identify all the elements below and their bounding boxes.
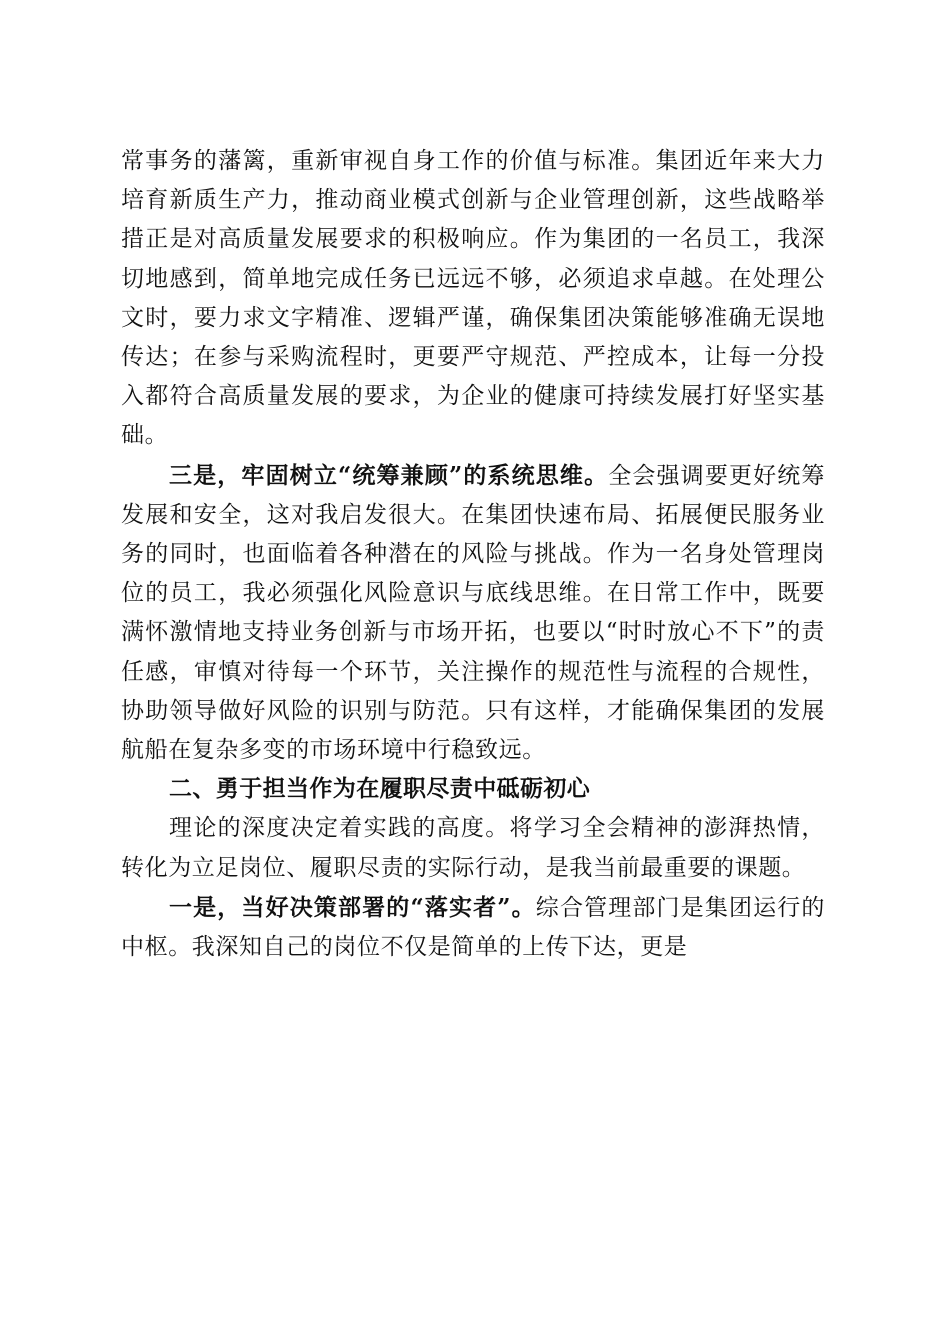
document-body [121, 142, 825, 967]
paragraph-text: 全会强调要更好统筹发展和安全，这对我启发很大。在集团快速布局、拓展便民服务业务的同时，也面临着各种潜在的风险与挑战。作为一名身处管理岗位的员工，我必须强化风险意识与底线思维。在日常工作中，既要满怀激情地支持业务创新与市场开拓，也要以“时时放心不下”的责任感，审慎对待每一个环节，关注操作的规范性与流程的合规性，协助领导做好风险的识别与防范。只有这样，才能确保集团的发展航船在复杂多变的市场环境中行稳致远。 [121, 462, 826, 764]
paragraph-lead: 三是，牢固树立“统筹兼顾”的系统思维。 [169, 461, 609, 489]
paragraph-text: 理论的深度决定着实践的高度。将学习全会精神的澎湃热情，转化为立足岗位、履职尽责的实际行动，是我当前最重要的课题。 [121, 815, 825, 881]
paragraph-continuation [121, 142, 825, 456]
paragraph-text: 常事务的藩篱，重新审视自身工作的价值与标准。集团近年来大力培育新质生产力，推动商业模式创新与企业管理创新，这些战略举措正是对高质量发展要求的积极响应。作为集团的一名员工，我深切地感到，简单地完成任务已远远不够，必须追求卓越。在处理公文时，要力求文字精准、逻辑严谨，确保集团决策能够准确无误地传达；在参与采购流程时，更要严守规范、严控成本，让每一分投入都符合高质量发展的要求，为企业的健康可持续发展打好坚实基础。 [121, 148, 825, 449]
paragraph-intro [121, 809, 825, 887]
section-heading: 二、勇于担当作为在履职尽责中砥砺初心 [169, 776, 591, 803]
paragraph-text: 综合管理部门是集团运行的中枢。我深知自己的岗位不仅是简单的上传下达，更是 [121, 894, 825, 961]
paragraph-lead: 一是，当好决策部署的“落实者”。 [169, 893, 536, 921]
paragraph-point-three [121, 456, 825, 771]
paragraph-point-one [121, 888, 825, 967]
